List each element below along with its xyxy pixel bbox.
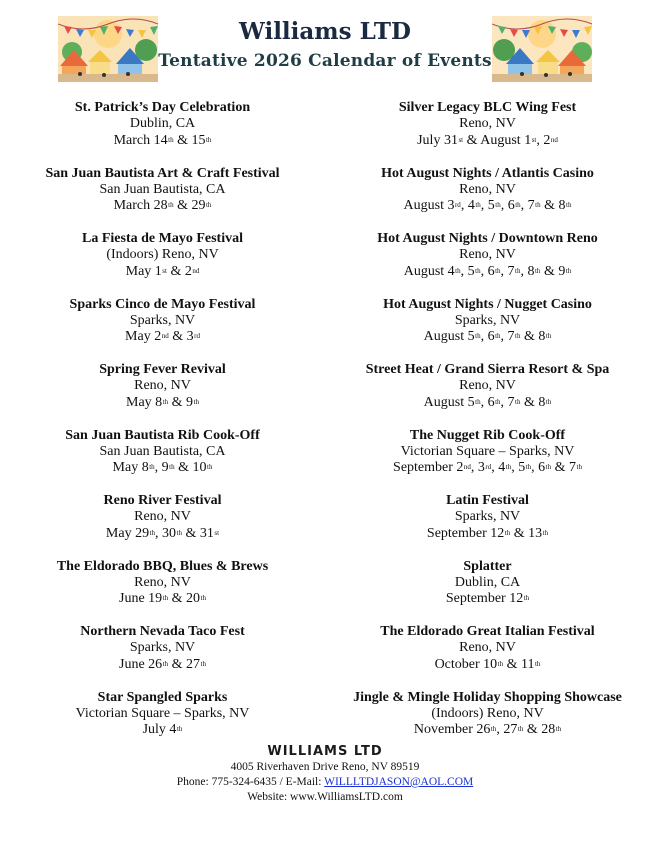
event-dates xyxy=(0,395,325,412)
event-dates xyxy=(325,657,650,674)
page-title: Williams LTD xyxy=(239,18,411,45)
date-ordinal-suffix: th xyxy=(576,463,582,471)
event-name: Jingle & Mingle Holiday Shopping Showcase xyxy=(353,689,622,705)
event-dates xyxy=(325,264,650,281)
date-text: May 8 xyxy=(126,394,163,410)
date-text: & 9 xyxy=(540,263,566,279)
event-dates xyxy=(0,133,325,150)
event-entry xyxy=(325,100,650,166)
date-text: September 2 xyxy=(393,460,464,475)
email-link[interactable]: WILLLTDJASON@AOL.COM xyxy=(324,776,474,788)
date-ordinal-suffix: st xyxy=(531,135,537,144)
event-name: San Juan Bautista Art & Craft Festival xyxy=(45,165,280,181)
event-name: The Nugget Rib Cook-Off xyxy=(409,427,566,443)
date-ordinal-suffix: th xyxy=(545,397,552,406)
date-text: September 12 xyxy=(426,525,505,541)
date-ordinal-suffix: th xyxy=(495,332,501,340)
footer-website: Website: www.WilliamsLTD.com xyxy=(247,791,403,803)
date-text: , 6 xyxy=(480,263,495,279)
event-entry xyxy=(325,624,650,690)
date-ordinal-suffix: th xyxy=(515,266,521,275)
date-text: , 5 xyxy=(511,460,526,475)
date-ordinal-suffix: th xyxy=(149,463,155,471)
date-text: & 20 xyxy=(168,591,201,606)
event-name: Hot August Nights / Nugget Casino xyxy=(383,296,592,312)
date-text: May 8 xyxy=(112,460,149,475)
date-ordinal-suffix: th xyxy=(525,463,532,471)
date-ordinal-suffix: rd xyxy=(194,332,200,340)
date-text: , 5 xyxy=(460,263,475,279)
date-text: May 29 xyxy=(105,525,150,541)
event-location: Victorian Square – Sparks, NV xyxy=(400,443,575,459)
date-text: May 2 xyxy=(125,329,162,344)
event-dates xyxy=(0,329,325,346)
date-text: , 6 xyxy=(480,329,495,344)
event-dates xyxy=(325,198,650,215)
footer-address: 4005 Riverhaven Drive Reno, NV 89519 xyxy=(230,761,420,773)
event-entry xyxy=(325,559,650,625)
date-text: , 4 xyxy=(491,460,506,475)
page-header xyxy=(0,0,650,90)
event-name: Hot August Nights / Downtown Reno xyxy=(377,231,598,246)
date-text: , 30 xyxy=(155,525,177,541)
date-ordinal-suffix: th xyxy=(505,463,512,471)
date-ordinal-suffix: th xyxy=(475,201,481,209)
event-dates xyxy=(0,526,325,543)
footer-phone: Phone: 775-324-6435 / E-Mail: xyxy=(176,776,325,788)
date-text: & 27 xyxy=(168,656,201,672)
contact-footer xyxy=(0,744,650,805)
event-dates xyxy=(0,198,325,215)
date-text: & 9 xyxy=(168,394,194,410)
event-entry xyxy=(0,428,325,494)
date-ordinal-suffix: th xyxy=(169,463,175,471)
date-text: June 26 xyxy=(119,656,163,672)
footer-phone-email xyxy=(0,775,650,790)
event-name: Splatter xyxy=(463,558,512,574)
event-location: Sparks, NV xyxy=(129,640,196,655)
event-entry xyxy=(325,231,650,297)
event-location: Dublin, CA xyxy=(454,574,521,590)
date-text: , 6 xyxy=(480,394,495,410)
event-name: La Fiesta de Mayo Festival xyxy=(82,231,243,246)
date-ordinal-suffix: th xyxy=(495,397,501,406)
date-ordinal-suffix: th xyxy=(535,201,541,209)
date-text: , 8 xyxy=(520,263,535,279)
date-text: , 9 xyxy=(154,460,169,475)
date-text: , 6 xyxy=(500,198,515,213)
date-ordinal-suffix: th xyxy=(497,659,504,668)
date-ordinal-suffix: nd xyxy=(463,463,471,471)
date-text: & 7 xyxy=(551,460,576,475)
date-text: July 31 xyxy=(417,132,458,148)
date-text: & 3 xyxy=(168,329,194,344)
festival-illustration-right xyxy=(492,16,592,82)
event-name: The Eldorado BBQ, Blues & Brews xyxy=(56,558,269,574)
event-dates xyxy=(325,526,650,543)
footer-company-name: WILLIAMS LTD xyxy=(267,744,383,759)
date-ordinal-suffix: st xyxy=(458,135,464,144)
date-text: & August 1 xyxy=(463,132,532,148)
date-text: , 4 xyxy=(460,198,475,213)
date-ordinal-suffix: th xyxy=(205,201,212,209)
date-ordinal-suffix: th xyxy=(517,725,524,733)
page-subtitle: Tentative 2026 Calendar of Events xyxy=(158,51,492,71)
event-dates xyxy=(325,395,650,412)
event-dates xyxy=(0,591,325,608)
date-ordinal-suffix: th xyxy=(495,266,501,275)
date-ordinal-suffix: th xyxy=(515,397,521,406)
event-entry xyxy=(0,362,325,428)
events-column-left xyxy=(0,100,325,755)
date-text: & 8 xyxy=(520,329,546,344)
event-name: Latin Festival xyxy=(446,493,529,508)
event-location: Sparks, NV xyxy=(454,509,521,524)
date-ordinal-suffix: rd xyxy=(485,463,492,471)
date-ordinal-suffix: th xyxy=(455,266,461,275)
date-ordinal-suffix: th xyxy=(162,594,169,602)
event-dates xyxy=(0,657,325,674)
event-location: (Indoors) Reno, NV xyxy=(106,247,219,262)
date-text: August 3 xyxy=(403,198,455,213)
event-name: The Eldorado Great Italian Festival xyxy=(380,624,595,639)
date-ordinal-suffix: th xyxy=(193,397,199,406)
event-location: Sparks, NV xyxy=(129,312,196,328)
date-text: March 28 xyxy=(113,198,168,213)
date-text: , 7 xyxy=(500,263,515,279)
date-ordinal-suffix: nd xyxy=(550,135,558,144)
event-location: Reno, NV xyxy=(459,116,516,131)
date-text: & 10 xyxy=(174,460,207,475)
event-name: St. Patrick’s Day Celebration xyxy=(74,100,251,115)
date-text: November 26 xyxy=(413,722,491,737)
event-name: San Juan Bautista Rib Cook-Off xyxy=(65,427,260,443)
date-text: August 4 xyxy=(403,263,455,279)
date-text: August 5 xyxy=(423,394,475,410)
event-location: Reno, NV xyxy=(459,181,516,197)
event-entry xyxy=(0,297,325,363)
date-text: May 1 xyxy=(125,263,162,279)
date-text: & 28 xyxy=(523,722,556,737)
date-ordinal-suffix: th xyxy=(475,266,481,275)
date-ordinal-suffix: th xyxy=(176,528,182,537)
date-ordinal-suffix: th xyxy=(555,725,562,733)
event-location: San Juan Bautista, CA xyxy=(99,181,226,197)
event-location: Reno, NV xyxy=(134,378,191,393)
event-entry xyxy=(325,166,650,232)
event-name: Street Heat / Grand Sierra Resort & Spa xyxy=(365,362,610,377)
date-ordinal-suffix: th xyxy=(495,201,501,209)
date-ordinal-suffix: th xyxy=(545,332,552,340)
date-ordinal-suffix: th xyxy=(534,659,541,668)
event-name: Hot August Nights / Atlantis Casino xyxy=(381,165,594,181)
date-ordinal-suffix: th xyxy=(534,266,541,275)
event-entry xyxy=(0,231,325,297)
date-text: , 7 xyxy=(500,394,515,410)
event-dates xyxy=(325,722,650,739)
event-dates xyxy=(0,722,325,739)
date-text: & 8 xyxy=(540,198,566,213)
date-text: & 15 xyxy=(173,132,206,148)
date-text: , 3 xyxy=(470,460,485,475)
event-entry xyxy=(0,624,325,690)
date-ordinal-suffix: th xyxy=(168,135,174,144)
date-text: September 12 xyxy=(445,591,524,606)
event-entry xyxy=(325,428,650,494)
date-ordinal-suffix: th xyxy=(504,528,511,537)
date-text: & 29 xyxy=(173,198,206,213)
date-ordinal-suffix: th xyxy=(162,397,169,406)
date-ordinal-suffix: th xyxy=(523,594,530,602)
event-name: Northern Nevada Taco Fest xyxy=(80,624,245,639)
event-entry xyxy=(0,493,325,559)
date-ordinal-suffix: st xyxy=(162,266,167,275)
date-ordinal-suffix: th xyxy=(475,397,481,406)
event-location: Reno, NV xyxy=(459,247,516,262)
event-entry xyxy=(325,297,650,363)
date-text: & 13 xyxy=(510,525,543,541)
event-location: Dublin, CA xyxy=(129,116,196,131)
date-text: , 6 xyxy=(531,460,546,475)
event-name: Reno River Festival xyxy=(103,493,222,508)
events-column-right xyxy=(325,100,650,755)
event-dates xyxy=(325,460,650,477)
date-ordinal-suffix: th xyxy=(149,528,156,537)
event-dates xyxy=(325,133,650,150)
event-location: Reno, NV xyxy=(459,640,516,655)
date-text: October 10 xyxy=(434,656,498,672)
date-ordinal-suffix: th xyxy=(162,659,169,668)
event-entry xyxy=(0,166,325,232)
date-text: June 19 xyxy=(119,591,163,606)
date-ordinal-suffix: th xyxy=(545,463,552,471)
date-ordinal-suffix: th xyxy=(490,725,497,733)
date-ordinal-suffix: th xyxy=(515,201,521,209)
event-dates xyxy=(0,264,325,281)
date-ordinal-suffix: th xyxy=(566,201,572,209)
date-ordinal-suffix: th xyxy=(515,332,521,340)
date-ordinal-suffix: rd xyxy=(454,201,461,209)
event-location: Reno, NV xyxy=(134,509,191,524)
date-ordinal-suffix: th xyxy=(205,135,212,144)
date-text: , 2 xyxy=(536,132,551,148)
date-text: , 7 xyxy=(500,329,515,344)
event-name: Sparks Cinco de Mayo Festival xyxy=(69,296,256,312)
event-location: Sparks, NV xyxy=(454,312,521,328)
event-dates xyxy=(325,591,650,608)
date-text: , 27 xyxy=(496,722,518,737)
event-location: San Juan Bautista, CA xyxy=(99,443,226,459)
date-ordinal-suffix: th xyxy=(207,463,213,471)
event-name: Silver Legacy BLC Wing Fest xyxy=(398,100,577,115)
date-text: , 5 xyxy=(480,198,495,213)
event-name: Spring Fever Revival xyxy=(99,362,226,377)
date-text: July 4 xyxy=(142,722,177,737)
event-location: (Indoors) Reno, NV xyxy=(431,705,544,721)
date-text: , 7 xyxy=(520,198,535,213)
date-ordinal-suffix: nd xyxy=(192,266,200,275)
date-ordinal-suffix: th xyxy=(475,332,481,340)
event-location: Victorian Square – Sparks, NV xyxy=(75,705,250,721)
event-dates xyxy=(325,329,650,346)
date-ordinal-suffix: th xyxy=(168,201,174,209)
date-text: March 14 xyxy=(113,132,168,148)
date-text: & 31 xyxy=(182,525,214,541)
date-ordinal-suffix: th xyxy=(565,266,572,275)
event-name: Star Spangled Sparks xyxy=(97,689,228,705)
date-text: & 2 xyxy=(166,263,192,279)
event-entry xyxy=(0,100,325,166)
date-ordinal-suffix: st xyxy=(214,528,220,537)
event-location: Reno, NV xyxy=(459,378,516,393)
date-ordinal-suffix: nd xyxy=(161,332,169,340)
date-ordinal-suffix: th xyxy=(200,594,206,602)
date-text: & 11 xyxy=(503,656,535,672)
date-text: August 5 xyxy=(423,329,475,344)
event-entry xyxy=(325,493,650,559)
date-text: & 8 xyxy=(520,394,546,410)
event-entry xyxy=(325,362,650,428)
date-ordinal-suffix: th xyxy=(200,659,206,668)
event-location: Reno, NV xyxy=(134,574,191,590)
date-ordinal-suffix: th xyxy=(176,725,183,733)
event-entry xyxy=(0,559,325,625)
event-dates xyxy=(0,460,325,477)
date-ordinal-suffix: th xyxy=(542,528,549,537)
